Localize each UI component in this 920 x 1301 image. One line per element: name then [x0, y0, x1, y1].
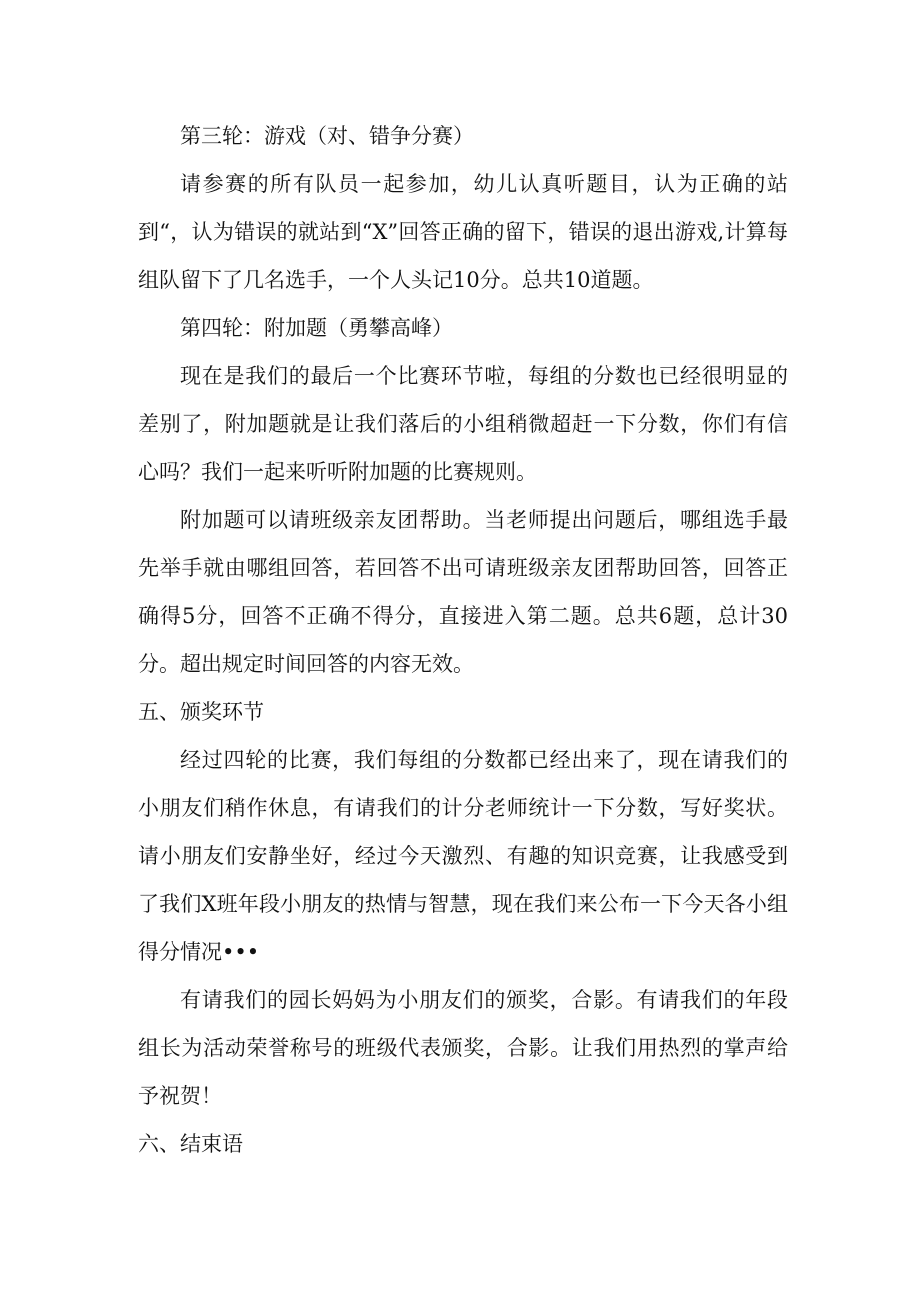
- round3-paragraph: 请参赛的所有队员一起参加，幼儿认真听题目，认为正确的站到“，认为错误的就站到“X”回答正确的留下，错误的退出游戏,计算每组队留下了几名选手，一个人头记10分。总共10道题。: [138, 172, 788, 292]
- section5-paragraph-1: 经过四轮的比赛，我们每组的分数都已经出来了，现在请我们的小朋友们稍作休息，有请我们的计分老师统计一下分数，写好奖状。请小朋友们安静坐好，经过今天激烈、有趣的知识竞赛，让我感受到了我们X班年段小朋友的热情与智慧，现在我们来公布一下今天各小组得分情况•••: [138, 748, 788, 964]
- section5-paragraph-2: 有请我们的园长妈妈为小朋友们的颁奖，合影。有请我们的年段组长为活动荣誉称号的班级代表颁奖，合影。让我们用热烈的掌声给予祝贺！: [138, 988, 788, 1108]
- round4-heading: 第四轮：附加题（勇攀高峰）: [180, 316, 453, 340]
- round3-heading: 第三轮：游戏（对、错争分赛）: [180, 124, 474, 148]
- round4-paragraph-1: 现在是我们的最后一个比赛环节啦，每组的分数也已经很明显的差别了，附加题就是让我们落后的小组稍微超赶一下分数，你们有信心吗？我们一起来听听附加题的比赛规则。: [138, 364, 788, 484]
- document-body: [138, 112, 788, 1168]
- section5-heading: 五、颁奖环节: [138, 700, 264, 724]
- section6-heading: 六、结束语: [138, 1132, 243, 1156]
- round4-paragraph-2: 附加题可以请班级亲友团帮助。当老师提出问题后，哪组选手最先举手就由哪组回答，若回答不出可请班级亲友团帮助回答，回答正确得5分，回答不正确不得分，直接进入第二题。总共6题，总计30分。超出规定时间回答的内容无效。: [138, 508, 788, 676]
